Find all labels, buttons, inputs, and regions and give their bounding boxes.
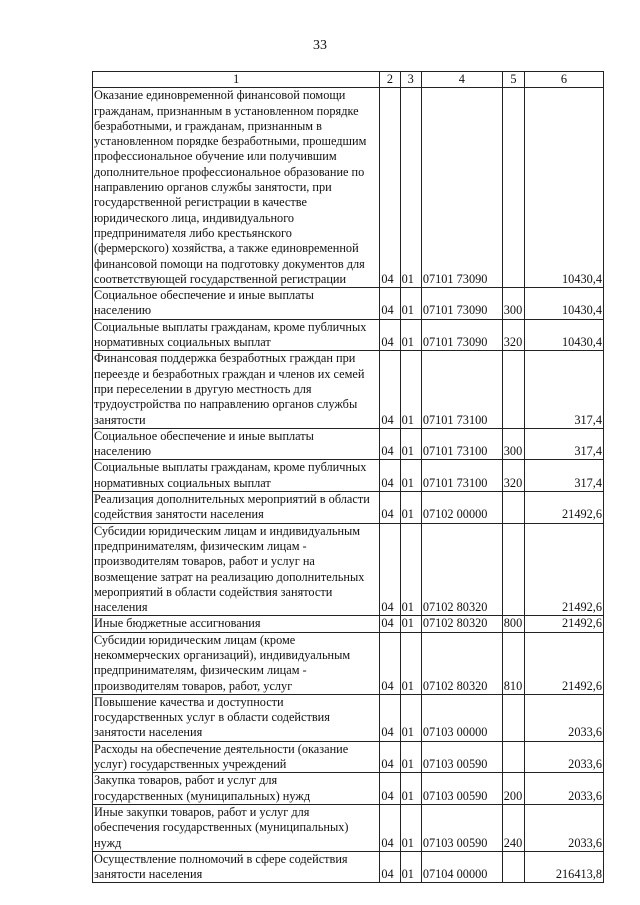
amount-cell: 21492,6 bbox=[525, 616, 604, 632]
header-col-2: 2 bbox=[380, 72, 400, 88]
target-article-cell: 07101 73100 bbox=[421, 428, 502, 460]
section-cell: 04 bbox=[380, 773, 400, 805]
subsection-cell: 01 bbox=[400, 632, 421, 694]
header-col-6: 6 bbox=[525, 72, 604, 88]
amount-cell: 10430,4 bbox=[525, 288, 604, 320]
target-article-cell: 07102 00000 bbox=[421, 492, 502, 524]
section-cell: 04 bbox=[380, 851, 400, 883]
expense-type-cell bbox=[502, 492, 524, 524]
expense-type-cell bbox=[502, 351, 524, 428]
section-cell: 04 bbox=[380, 492, 400, 524]
subsection-cell: 01 bbox=[400, 523, 421, 616]
table-row bbox=[93, 351, 604, 428]
item-name-cell: Субсидии юридическим лицам и индивидуальным предпринимателям, физическим лицам - производителям товаров, работ и услуг на возмещение затрат на реализацию дополнительных мероприятий в области содействия занятости населения bbox=[93, 523, 380, 616]
table-row bbox=[93, 319, 604, 351]
subsection-cell: 01 bbox=[400, 694, 421, 741]
target-article-cell: 07101 73100 bbox=[421, 460, 502, 492]
section-cell: 04 bbox=[380, 616, 400, 632]
item-name-cell: Иные бюджетные ассигнования bbox=[93, 616, 380, 632]
expense-type-cell: 200 bbox=[502, 773, 524, 805]
target-article-cell: 07101 73090 bbox=[421, 319, 502, 351]
amount-cell: 317,4 bbox=[525, 460, 604, 492]
section-cell: 04 bbox=[380, 741, 400, 773]
section-cell: 04 bbox=[380, 460, 400, 492]
section-cell: 04 bbox=[380, 319, 400, 351]
subsection-cell: 01 bbox=[400, 741, 421, 773]
section-cell: 04 bbox=[380, 351, 400, 428]
amount-cell: 10430,4 bbox=[525, 319, 604, 351]
expense-type-cell bbox=[502, 741, 524, 773]
table-row bbox=[93, 741, 604, 773]
target-article-cell: 07102 80320 bbox=[421, 523, 502, 616]
amount-cell: 10430,4 bbox=[525, 88, 604, 288]
subsection-cell: 01 bbox=[400, 88, 421, 288]
section-cell: 04 bbox=[380, 288, 400, 320]
table-row bbox=[93, 616, 604, 632]
item-name-cell: Социальные выплаты гражданам, кроме публичных нормативных социальных выплат bbox=[93, 460, 380, 492]
subsection-cell: 01 bbox=[400, 288, 421, 320]
item-name-cell: Социальное обеспечение и иные выплаты населению bbox=[93, 428, 380, 460]
expense-type-cell bbox=[502, 851, 524, 883]
table-row bbox=[93, 851, 604, 883]
amount-cell: 2033,6 bbox=[525, 773, 604, 805]
amount-cell: 2033,6 bbox=[525, 804, 604, 851]
page-number: 33 bbox=[313, 38, 327, 53]
section-cell: 04 bbox=[380, 694, 400, 741]
expense-type-cell bbox=[502, 523, 524, 616]
expense-type-cell bbox=[502, 694, 524, 741]
subsection-cell: 01 bbox=[400, 319, 421, 351]
item-name-cell: Расходы на обеспечение деятельности (оказание услуг) государственных учреждений bbox=[93, 741, 380, 773]
section-cell: 04 bbox=[380, 523, 400, 616]
subsection-cell: 01 bbox=[400, 773, 421, 805]
budget-table bbox=[92, 71, 604, 883]
header-col-5: 5 bbox=[502, 72, 524, 88]
expense-type-cell: 240 bbox=[502, 804, 524, 851]
target-article-cell: 07104 00000 bbox=[421, 851, 502, 883]
subsection-cell: 01 bbox=[400, 460, 421, 492]
target-article-cell: 07102 80320 bbox=[421, 632, 502, 694]
table-row bbox=[93, 773, 604, 805]
table-row bbox=[93, 428, 604, 460]
target-article-cell: 07103 00590 bbox=[421, 804, 502, 851]
item-name-cell: Реализация дополнительных мероприятий в области содействия занятости населения bbox=[93, 492, 380, 524]
expense-type-cell: 800 bbox=[502, 616, 524, 632]
item-name-cell: Оказание единовременной финансовой помощи гражданам, признанным в установленном порядке безработными, и гражданам, признанным в установленном порядке безработными, прошедшим профессиональное обучение или получившим дополнительное профессиональное образование по направлению органов службы занятости, при государственной регистрации в качестве юридического лица, индивидуального предпринимателя либо крестьянского (фермерского) хозяйства, а также единовременной финансовой помощи на подготовку документов для соответствующей государственной регистрации bbox=[93, 88, 380, 288]
header-row bbox=[93, 72, 604, 88]
item-name-cell: Социальные выплаты гражданам, кроме публичных нормативных социальных выплат bbox=[93, 319, 380, 351]
subsection-cell: 01 bbox=[400, 492, 421, 524]
table-body bbox=[93, 88, 604, 883]
item-name-cell: Закупка товаров, работ и услуг для государственных (муниципальных) нужд bbox=[93, 773, 380, 805]
section-cell: 04 bbox=[380, 632, 400, 694]
table-row bbox=[93, 804, 604, 851]
section-cell: 04 bbox=[380, 428, 400, 460]
target-article-cell: 07103 00590 bbox=[421, 741, 502, 773]
header-col-3: 3 bbox=[400, 72, 421, 88]
target-article-cell: 07101 73090 bbox=[421, 88, 502, 288]
table-row bbox=[93, 460, 604, 492]
item-name-cell: Финансовая поддержка безработных граждан при переезде и безработных граждан и членов их семей при переселении в другую местность для трудоустройства по направлению органов службы занятости bbox=[93, 351, 380, 428]
target-article-cell: 07103 00000 bbox=[421, 694, 502, 741]
item-name-cell: Повышение качества и доступности государственных услуг в области содействия занятости населения bbox=[93, 694, 380, 741]
item-name-cell: Иные закупки товаров, работ и услуг для обеспечения государственных (муниципальных) нужд bbox=[93, 804, 380, 851]
subsection-cell: 01 bbox=[400, 428, 421, 460]
amount-cell: 2033,6 bbox=[525, 694, 604, 741]
subsection-cell: 01 bbox=[400, 616, 421, 632]
amount-cell: 317,4 bbox=[525, 351, 604, 428]
table-row bbox=[93, 694, 604, 741]
expense-type-cell: 810 bbox=[502, 632, 524, 694]
expense-type-cell: 320 bbox=[502, 460, 524, 492]
amount-cell: 216413,8 bbox=[525, 851, 604, 883]
expense-type-cell: 300 bbox=[502, 288, 524, 320]
table-row bbox=[93, 523, 604, 616]
table-row bbox=[93, 632, 604, 694]
subsection-cell: 01 bbox=[400, 351, 421, 428]
section-cell: 04 bbox=[380, 804, 400, 851]
table-row bbox=[93, 288, 604, 320]
target-article-cell: 07101 73090 bbox=[421, 288, 502, 320]
amount-cell: 21492,6 bbox=[525, 492, 604, 524]
amount-cell: 21492,6 bbox=[525, 523, 604, 616]
table-row bbox=[93, 88, 604, 288]
item-name-cell: Социальное обеспечение и иные выплаты населению bbox=[93, 288, 380, 320]
subsection-cell: 01 bbox=[400, 804, 421, 851]
amount-cell: 2033,6 bbox=[525, 741, 604, 773]
target-article-cell: 07102 80320 bbox=[421, 616, 502, 632]
section-cell: 04 bbox=[380, 88, 400, 288]
table-row bbox=[93, 492, 604, 524]
subsection-cell: 01 bbox=[400, 851, 421, 883]
expense-type-cell bbox=[502, 88, 524, 288]
item-name-cell: Субсидии юридическим лицам (кроме некоммерческих организаций), индивидуальным предпринимателям, физическим лицам - производителям товаров, работ, услуг bbox=[93, 632, 380, 694]
header-col-4: 4 bbox=[421, 72, 502, 88]
target-article-cell: 07101 73100 bbox=[421, 351, 502, 428]
expense-type-cell: 320 bbox=[502, 319, 524, 351]
amount-cell: 317,4 bbox=[525, 428, 604, 460]
header-col-1: 1 bbox=[93, 72, 380, 88]
target-article-cell: 07103 00590 bbox=[421, 773, 502, 805]
amount-cell: 21492,6 bbox=[525, 632, 604, 694]
expense-type-cell: 300 bbox=[502, 428, 524, 460]
item-name-cell: Осуществление полномочий в сфере содействия занятости населения bbox=[93, 851, 380, 883]
